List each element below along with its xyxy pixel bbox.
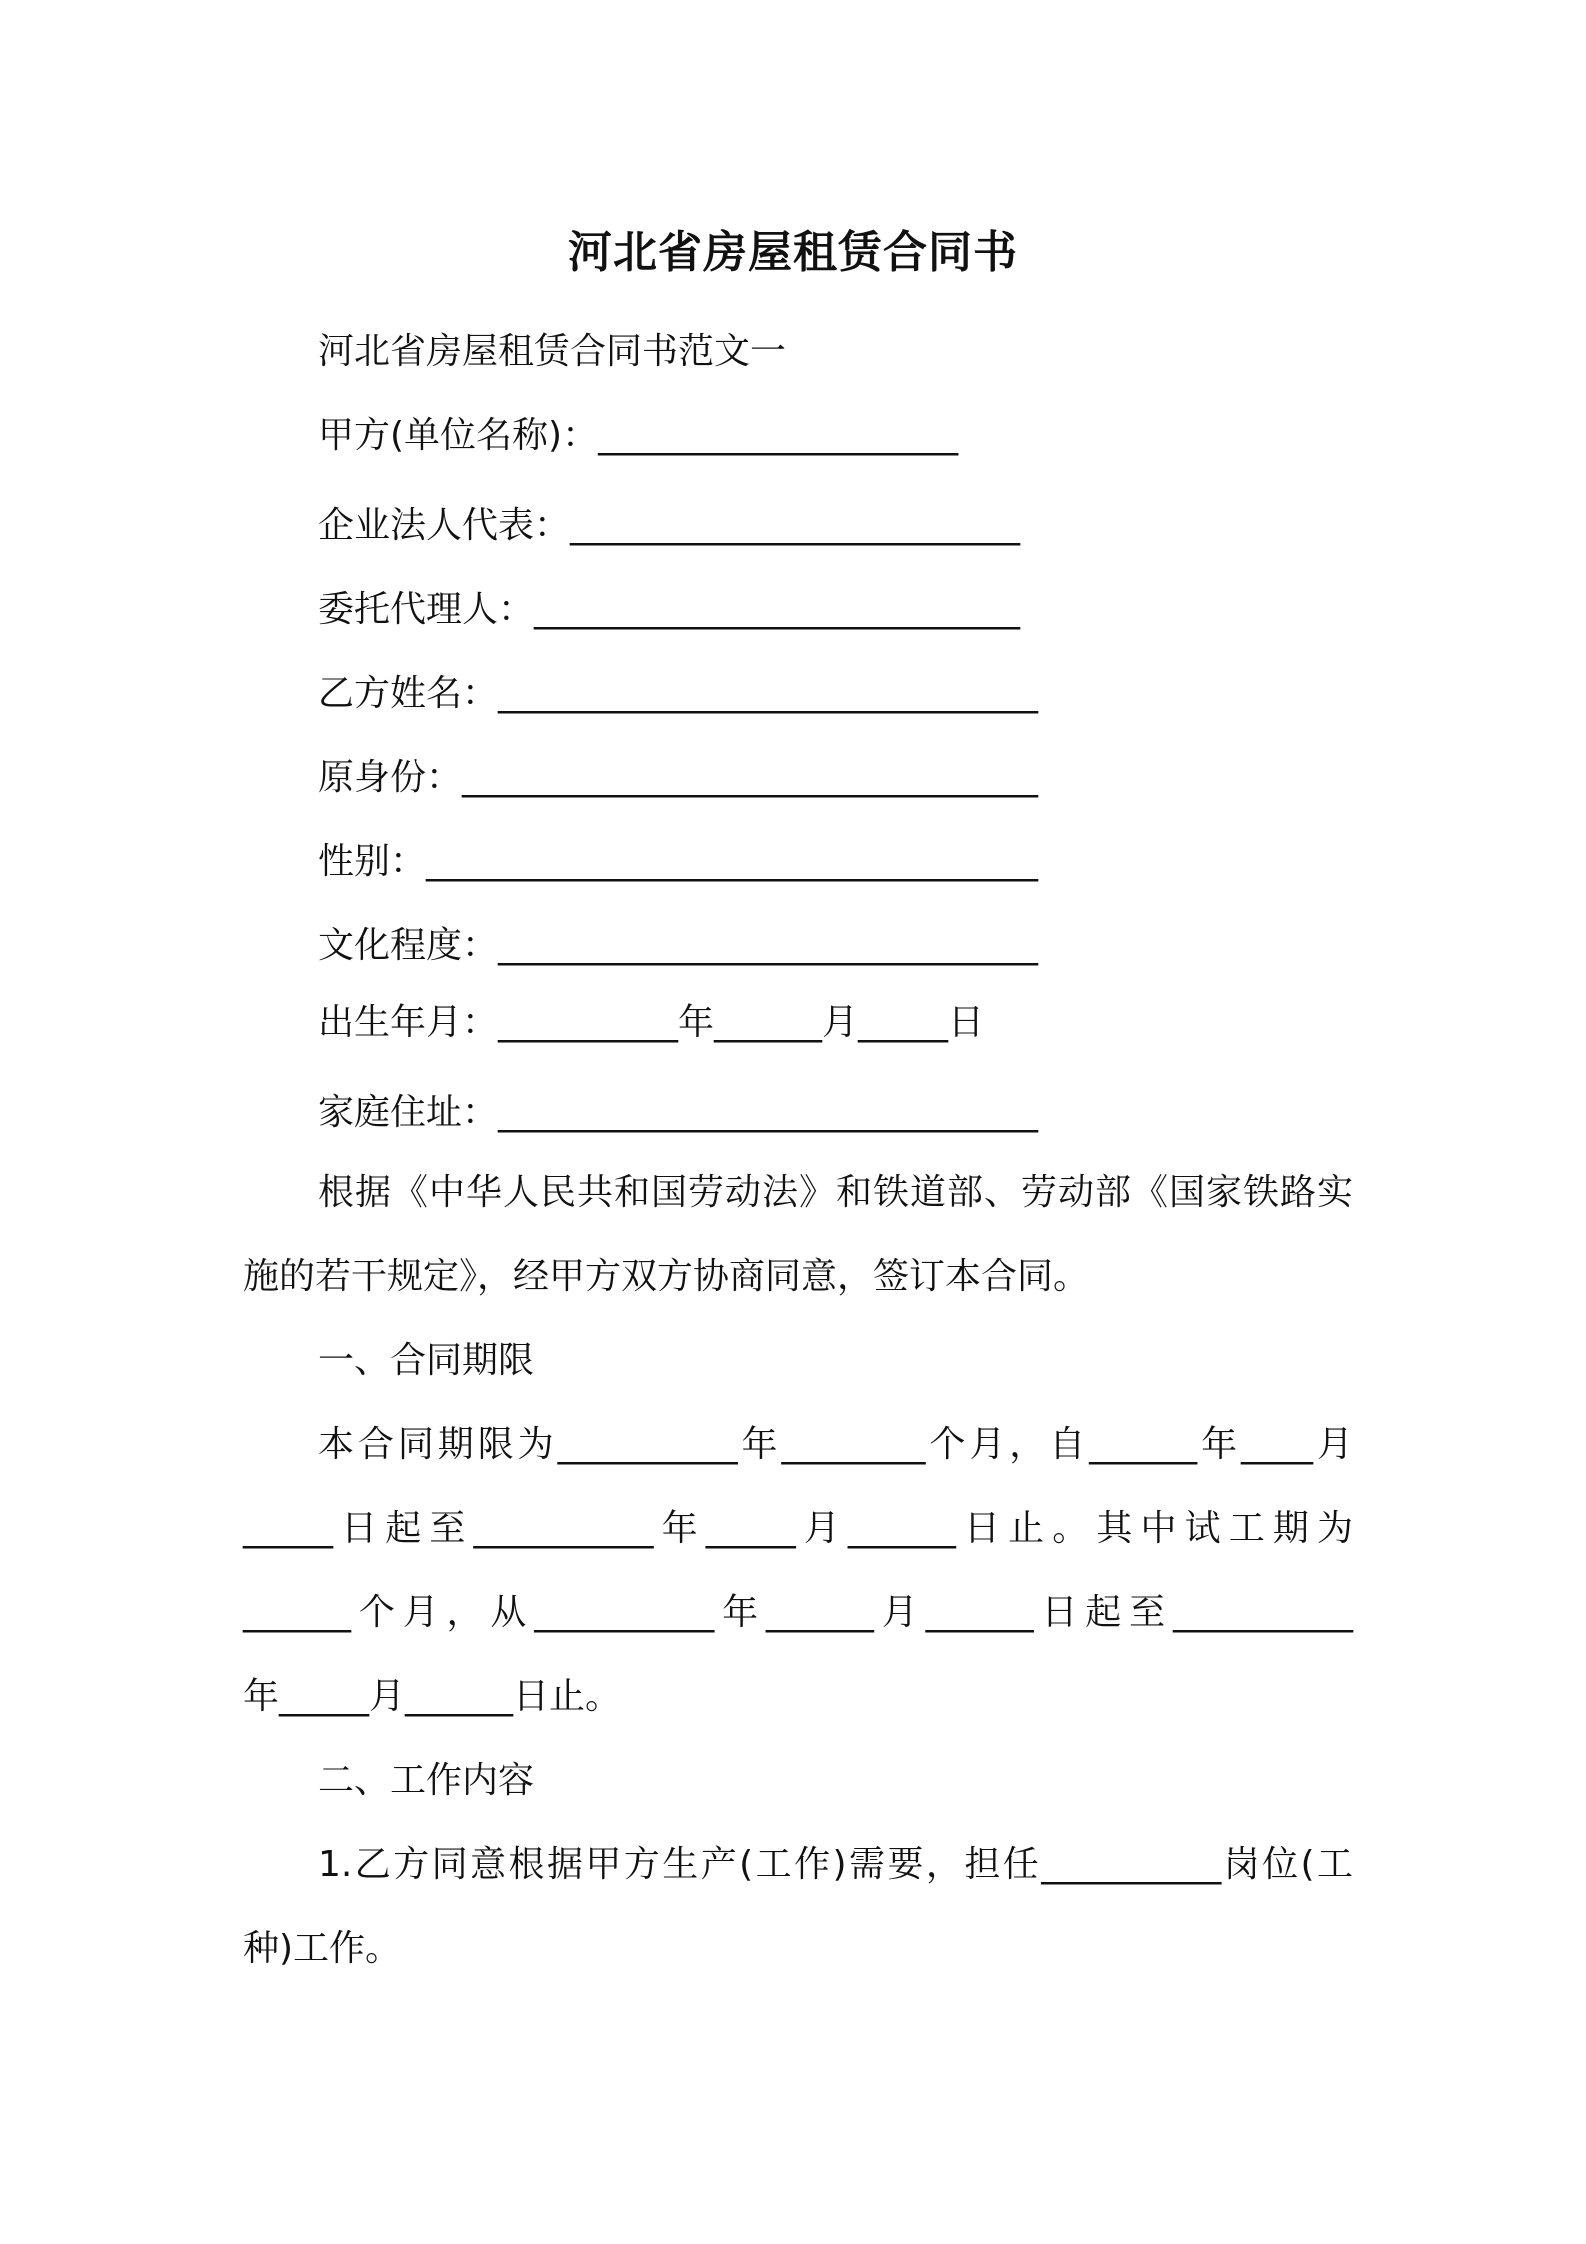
document-title: 河北省房屋租赁合同书 [568,227,1018,278]
field-party-b-name: 乙方姓名：______________________________ [318,673,1039,714]
section-line: 年_____月______日止。 [243,1676,622,1717]
section-heading: 一、合同期限 [318,1340,535,1381]
intro-line: 施的若干规定》，经甲方双方协商同意，签订本合同。 [243,1256,1090,1297]
field-gender: 性别：__________________________________ [318,841,1039,882]
field-agent: 委托代理人：___________________________ [318,589,1021,630]
field-birth: 出生年月：__________年______月_____日 [318,1002,985,1043]
field-address: 家庭住址：______________________________ [318,1092,1039,1133]
field-party-a: 甲方(单位名称)：____________________ [318,415,959,456]
section-line: 1.乙方同意根据甲方生产(工作)需要，担任__________岗位(工 [318,1844,1353,1885]
section-line: 本合同期限为__________年________个月，自______年____月 [318,1424,1353,1465]
field-identity: 原身份：________________________________ [318,757,1039,798]
section-line: ______个月，从__________年______月______日起至__________ [243,1592,1353,1633]
section-line: 种)工作。 [243,1928,402,1969]
field-legal-rep: 企业法人代表：_________________________ [318,505,1021,546]
document-subtitle: 河北省房屋租赁合同书范文一 [318,331,787,372]
section-line: _____日起至__________年_____月______日止。其中试工期为 [243,1508,1353,1549]
section-heading: 二、工作内容 [318,1760,535,1801]
field-education: 文化程度：______________________________ [318,925,1039,966]
intro-line: 根据《中华人民共和国劳动法》和铁道部、劳动部《国家铁路实 [318,1172,1353,1213]
